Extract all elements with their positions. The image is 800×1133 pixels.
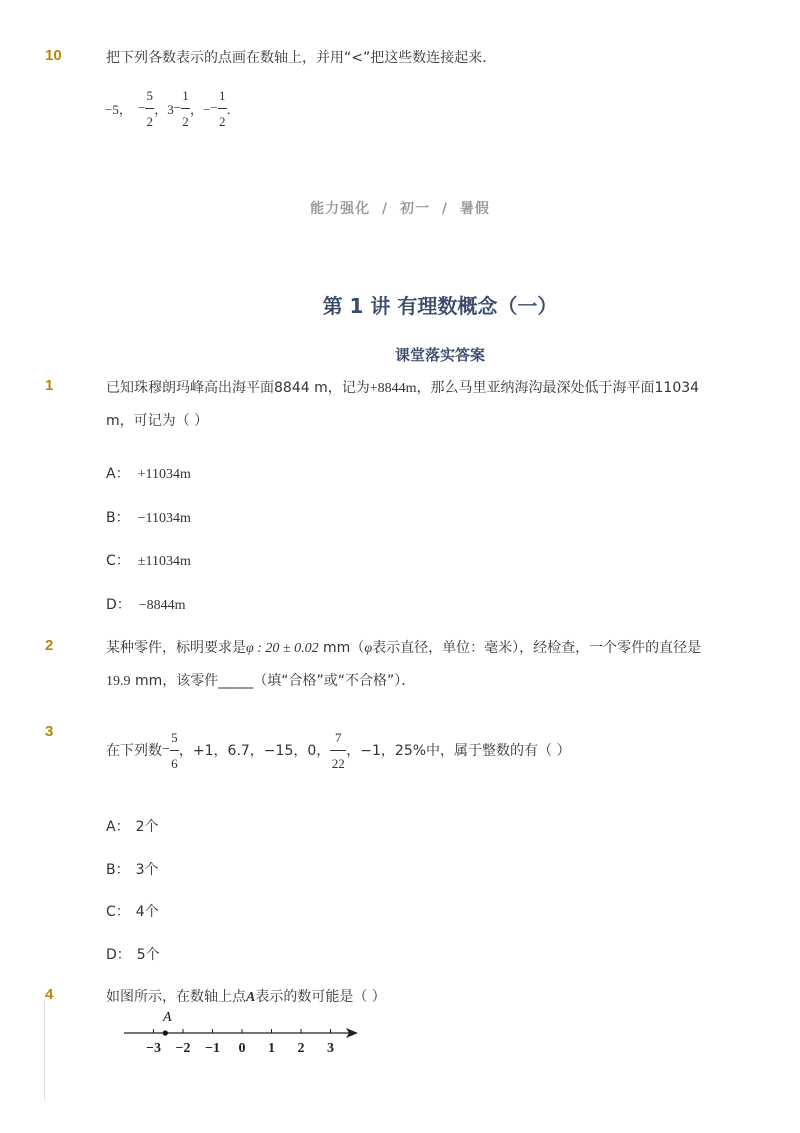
question-4-text: [106, 986, 386, 1006]
tick-label: 2: [297, 1041, 305, 1056]
expr-part1: −5，: [105, 101, 132, 117]
number-line-figure: [118, 1004, 378, 1064]
frac1-denominator: 2: [146, 113, 153, 129]
q3-mid1: ，+1，6.7，−15，0，: [178, 743, 331, 759]
q2-line1-b: φ : 20 ± 0.02: [246, 641, 319, 656]
lecture-subtitle: 课堂落实答案: [394, 346, 485, 364]
question-10-expression: −5， − $\frac{5}{2}$ ，3 − $\frac{1}{2}$ ，− − $\frac{1}{2}$ ．: [105, 87, 240, 129]
q1-option-c-label: C：: [106, 553, 130, 569]
q1-option-b-label: B：: [106, 510, 130, 526]
q1-option-d[interactable]: [106, 594, 186, 614]
point-a-label: A: [163, 1010, 172, 1025]
q1-option-b[interactable]: [106, 507, 191, 527]
q2-line1-d: φ: [364, 641, 373, 656]
frac2-numerator: 1: [182, 87, 189, 103]
expr-sep2: ，−: [190, 101, 211, 117]
question-number-3: 3: [45, 723, 54, 740]
q1-line1-a: 已知珠穆朗玛峰高出海平面8844 m，记为: [106, 380, 370, 396]
q1-option-d-value: −8844m: [138, 598, 186, 613]
expr-frac1-sign: −: [137, 100, 146, 115]
q3-option-d-label: D：: [106, 947, 131, 963]
tick-label: −3: [146, 1041, 161, 1056]
q2-line1-a: 某种零件，标明要求是: [106, 640, 246, 656]
expr-frac2-sign: −: [173, 100, 182, 115]
q3-mid2: ，−1，: [346, 743, 395, 759]
question-number-1: 1: [45, 377, 54, 394]
q3-frac2: [330, 731, 346, 770]
q2-line1-e: 表示直径，单位：毫米），经检查，一个零件的直径是: [372, 640, 702, 656]
q1-option-b-value: −11034m: [137, 511, 191, 526]
question-number-4: 4: [45, 986, 54, 1003]
q3-frac1-denominator: 6: [171, 755, 178, 771]
q1-option-a[interactable]: [106, 463, 191, 483]
question-2-line1: [106, 637, 701, 657]
tick-label: −2: [175, 1041, 191, 1056]
q2-line1-c: mm（: [318, 640, 365, 656]
q1-line1-c: ，那么马里亚纳海沟最深处低于海平面11034: [416, 380, 700, 396]
q2-line2-a: 19.9: [106, 674, 131, 689]
tick-label: 0: [238, 1041, 246, 1056]
q3-option-c[interactable]: [106, 901, 159, 921]
question-1-line2: m，可记为（ ）: [106, 413, 209, 429]
q3-frac2-numerator: 7: [335, 729, 342, 745]
expr-frac3: [218, 89, 227, 128]
q3-option-c-label: C：: [106, 904, 130, 920]
expr-end: ．: [226, 101, 240, 117]
question-10-text: 把下列各数表示的点画在数轴上，并用“<”把这些数连接起来．: [106, 50, 497, 66]
q3-option-d-value: 5个: [136, 947, 160, 963]
point-a-dot: [163, 1030, 168, 1035]
q3-frac1: [170, 731, 179, 770]
q4-text-c: 表示的数可能是（ ）: [255, 989, 386, 1005]
q1-option-c-value: ±11034m: [137, 554, 191, 569]
question-2-line2: [106, 670, 415, 690]
q1-option-c[interactable]: [106, 550, 191, 570]
lecture-title: 第 1 讲 有理数概念（一）: [322, 294, 558, 318]
question-1-line1: [106, 377, 699, 397]
q3-option-b-label: B：: [106, 862, 130, 878]
q1-option-a-label: A：: [106, 466, 130, 482]
q3-pre: 在下列数: [106, 743, 162, 759]
expr-sep1: ，3: [154, 101, 174, 117]
q3-post: 25%中，属于整数的有（ ）: [394, 743, 571, 759]
question-number-2: 2: [45, 637, 54, 654]
q3-option-b-value: 3个: [135, 862, 159, 878]
frac1-numerator: 5: [146, 87, 153, 103]
section-header: 能力强化 / 初一 / 暑假: [310, 201, 490, 217]
q1-line1-b: +8844m: [369, 381, 417, 396]
q3-option-b[interactable]: [106, 859, 159, 879]
tick-label: −1: [205, 1041, 220, 1056]
q4-text-b: A: [246, 990, 256, 1005]
question-3-text: [106, 722, 570, 778]
tick-label: 1: [268, 1041, 275, 1056]
frac3-denominator: 2: [218, 113, 226, 129]
q3-option-d[interactable]: [106, 944, 160, 964]
q3-option-c-value: 4个: [135, 904, 159, 920]
frac3-numerator: 1: [218, 87, 226, 103]
question-number-10: 10: [45, 47, 62, 64]
q1-option-d-label: D：: [106, 597, 131, 613]
expr-frac2: [181, 89, 190, 128]
q4-text-a: 如图所示，在数轴上点: [106, 989, 246, 1005]
q2-line2-b: mm，该零件_____（填“合格”或“不合格”）．: [130, 673, 416, 689]
tick-label: 3: [327, 1041, 334, 1056]
q3-option-a-label: A：: [106, 819, 130, 835]
q3-option-a[interactable]: [106, 816, 159, 836]
q3-frac2-denominator: 22: [331, 755, 345, 771]
q3-option-a-value: 2个: [135, 819, 159, 835]
q1-option-a-value: +11034m: [137, 467, 191, 482]
q3-frac1-numerator: 5: [171, 729, 178, 745]
margin-rule: [44, 1000, 45, 1100]
frac2-denominator: 2: [182, 113, 189, 129]
expr-frac1: [145, 89, 154, 128]
q3-frac1-sign: −: [162, 742, 170, 757]
